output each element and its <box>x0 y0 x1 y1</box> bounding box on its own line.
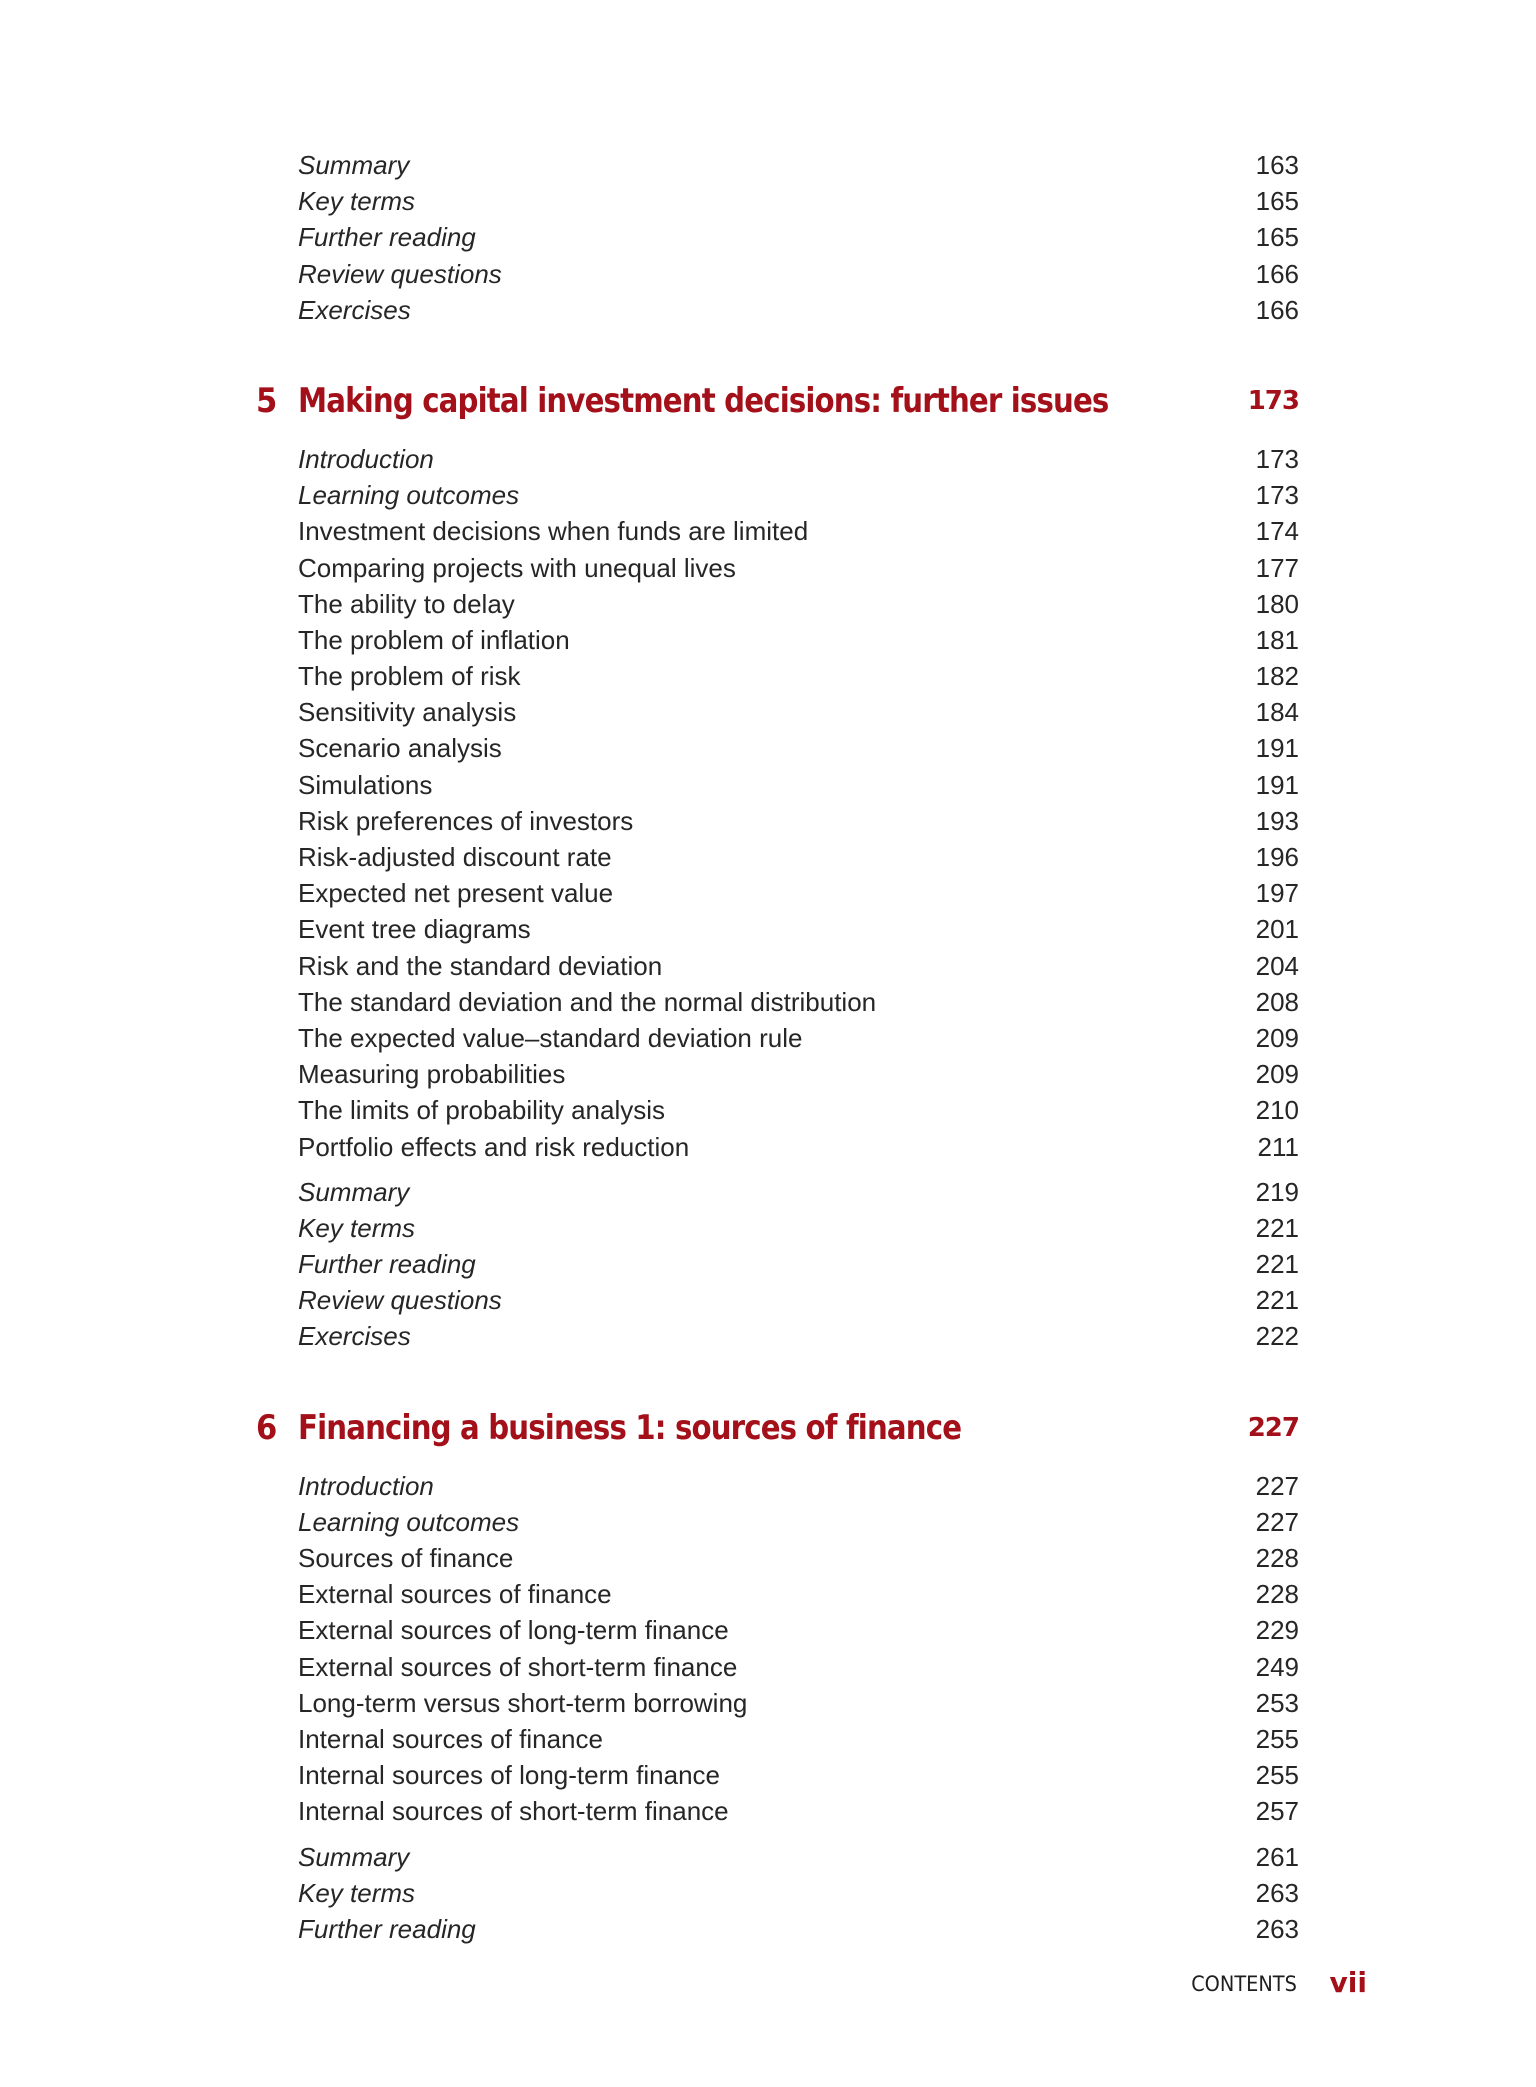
toc-entry[interactable] <box>0 477 1536 513</box>
toc-entry-title: Further reading <box>298 1913 476 1944</box>
toc-entry-title: Summary <box>298 1176 410 1207</box>
toc-entry[interactable] <box>0 219 1536 255</box>
toc-entry-page: 228 <box>1255 1579 1299 1610</box>
chapter-title: Making capital investment decisions: further issues <box>298 380 1109 421</box>
toc-entry-page: 201 <box>1255 914 1299 945</box>
toc-entry-page: 173 <box>1255 480 1299 511</box>
toc-entry[interactable] <box>0 1576 1536 1612</box>
toc-entry[interactable] <box>0 183 1536 219</box>
toc-entry[interactable] <box>0 1246 1536 1282</box>
toc-entry-title: Risk-adjusted discount rate <box>298 842 612 872</box>
toc-entry-title: Sensitivity analysis <box>298 697 517 728</box>
toc-entry-page: 204 <box>1255 950 1299 981</box>
toc-entry-title: The problem of inflation <box>298 624 570 655</box>
toc-entry[interactable] <box>0 147 1536 183</box>
toc-entry[interactable] <box>0 1318 1536 1354</box>
toc-entry-title: Exercises <box>298 1321 411 1352</box>
chapter-number: 6 <box>256 1407 277 1448</box>
page-footer <box>0 1966 1536 2006</box>
toc-entry-page: 229 <box>1255 1615 1299 1646</box>
toc-entry-title: The standard deviation and the normal distribution <box>298 986 877 1017</box>
toc-entry[interactable] <box>0 767 1536 803</box>
chapter-entries <box>0 441 1536 1165</box>
spacer <box>0 1830 1536 1839</box>
toc-entry-page: 196 <box>1255 842 1299 872</box>
spacer <box>0 431 1536 441</box>
toc-entry[interactable] <box>0 1612 1536 1648</box>
toc-entry-page: 257 <box>1255 1796 1299 1827</box>
toc-entry-page: 221 <box>1255 1285 1299 1316</box>
spacer <box>0 328 1536 371</box>
toc-entry-page: 228 <box>1255 1543 1299 1573</box>
toc-entry-title: Event tree diagrams <box>298 914 531 945</box>
toc-entry-title: Key terms <box>298 1212 416 1243</box>
toc-entry-title: Internal sources of short-term finance <box>298 1796 729 1827</box>
toc-entry[interactable] <box>0 256 1536 292</box>
toc-entry-title: Internal sources of long-term finance <box>298 1760 720 1791</box>
toc-entry-page: 261 <box>1255 1841 1299 1872</box>
spacer <box>0 1458 1536 1468</box>
toc-entry[interactable] <box>0 1839 1536 1875</box>
toc-entry-page: 253 <box>1255 1687 1299 1718</box>
running-head: CONTENTS <box>1191 1972 1297 1996</box>
toc-entry[interactable] <box>0 1468 1536 1504</box>
toc-entry-page: 193 <box>1255 805 1299 836</box>
toc-entry-page: 165 <box>1255 222 1299 253</box>
toc-entry[interactable] <box>0 694 1536 730</box>
toc-entry-title: The limits of probability analysis <box>298 1095 666 1126</box>
spacer <box>0 1355 1536 1398</box>
toc-entry[interactable] <box>0 1056 1536 1092</box>
toc-entry-page: 177 <box>1255 552 1299 583</box>
toc-entry[interactable] <box>0 1540 1536 1576</box>
toc-entry-title: Further reading <box>298 1249 476 1280</box>
table-of-contents <box>0 147 1536 1947</box>
toc-entry-page: 173 <box>1255 443 1299 474</box>
toc-entry-page: 166 <box>1255 294 1299 325</box>
toc-entry-page: 255 <box>1255 1723 1299 1754</box>
toc-entry[interactable] <box>0 1174 1536 1210</box>
toc-entry-page: 227 <box>1255 1470 1299 1501</box>
chapter-number: 5 <box>256 380 277 421</box>
toc-entry[interactable] <box>0 550 1536 586</box>
toc-entry-title: Internal sources of finance <box>298 1723 603 1754</box>
toc-entry[interactable] <box>0 513 1536 549</box>
toc-entry-page: 221 <box>1255 1212 1299 1243</box>
toc-entry-title: Key terms <box>298 186 416 217</box>
toc-entry[interactable] <box>0 984 1536 1020</box>
toc-entry-title: External sources of short-term finance <box>298 1651 738 1682</box>
toc-entry[interactable] <box>0 839 1536 875</box>
toc-entry[interactable] <box>0 1721 1536 1757</box>
toc-entry-title: The problem of risk <box>298 661 521 692</box>
toc-entry-title: Expected net present value <box>298 878 614 909</box>
toc-entry-title: Introduction <box>298 443 434 474</box>
toc-entry[interactable] <box>0 292 1536 328</box>
toc-entry-title: Summary <box>298 150 410 180</box>
toc-entry[interactable] <box>0 1911 1536 1947</box>
toc-entry[interactable] <box>0 1092 1536 1128</box>
toc-entry-title: Sources of finance <box>298 1543 514 1573</box>
toc-entry-page: 263 <box>1255 1913 1299 1944</box>
toc-entry-page: 263 <box>1255 1877 1299 1908</box>
toc-entry-page: 208 <box>1255 986 1299 1017</box>
toc-entry-title: Comparing projects with unequal lives <box>298 552 736 583</box>
toc-entry[interactable] <box>0 911 1536 947</box>
toc-entry-title: Exercises <box>298 294 411 325</box>
toc-entry[interactable] <box>0 1649 1536 1685</box>
toc-entry-page: 197 <box>1255 878 1299 909</box>
chapter-page: 173 <box>1247 385 1299 416</box>
toc-entry[interactable] <box>0 441 1536 477</box>
toc-entry[interactable] <box>0 803 1536 839</box>
toc-entry[interactable] <box>0 1282 1536 1318</box>
toc-entry-page: 255 <box>1255 1760 1299 1791</box>
toc-entry-title: External sources of finance <box>298 1579 612 1610</box>
toc-entry-page: 249 <box>1255 1651 1299 1682</box>
toc-entry-title: Review questions <box>298 258 502 289</box>
page-folio: vii <box>1329 1966 1367 1999</box>
toc-entry[interactable] <box>0 1210 1536 1246</box>
toc-entry-page: 184 <box>1255 697 1299 728</box>
toc-entry-page: 210 <box>1255 1095 1299 1126</box>
lead-entries <box>0 147 1536 328</box>
toc-entry[interactable] <box>0 1793 1536 1829</box>
toc-entry-page: 209 <box>1255 1059 1299 1090</box>
toc-entry-page: 209 <box>1255 1022 1299 1053</box>
chapter-end-entries <box>0 1839 1536 1948</box>
toc-entry-title: Risk preferences of investors <box>298 805 634 836</box>
toc-entry-page: 163 <box>1255 150 1299 180</box>
spacer <box>0 1165 1536 1174</box>
toc-entry-page: 191 <box>1255 733 1299 764</box>
chapter-entries <box>0 1468 1536 1830</box>
toc-entry-page: 211 <box>1257 1131 1299 1162</box>
toc-entry-title: Review questions <box>298 1285 502 1316</box>
toc-entry-title: Simulations <box>298 769 433 800</box>
toc-entry-page: 182 <box>1255 661 1299 692</box>
toc-entry-title: Summary <box>298 1841 410 1872</box>
toc-entry-title: Further reading <box>298 222 476 253</box>
toc-entry-title: External sources of long-term finance <box>298 1615 729 1646</box>
toc-entry-page: 227 <box>1255 1506 1299 1537</box>
toc-entry[interactable] <box>0 586 1536 622</box>
chapter-title: Financing a business 1: sources of finance <box>298 1407 962 1448</box>
toc-entry-page: 174 <box>1255 516 1299 547</box>
toc-entry-page: 221 <box>1255 1249 1299 1280</box>
toc-entry-page: 180 <box>1255 588 1299 619</box>
toc-entry[interactable] <box>0 875 1536 911</box>
toc-entry[interactable] <box>0 1875 1536 1911</box>
toc-entry-title: Scenario analysis <box>298 733 502 764</box>
toc-entry[interactable] <box>0 1685 1536 1721</box>
toc-entry-title: The ability to delay <box>298 588 515 619</box>
toc-entry-title: Learning outcomes <box>298 480 520 511</box>
toc-entry[interactable] <box>0 1504 1536 1540</box>
toc-entry-page: 181 <box>1255 624 1299 655</box>
toc-entry-title: Long-term versus short-term borrowing <box>298 1687 748 1718</box>
toc-entry-page: 191 <box>1255 769 1299 800</box>
toc-entry[interactable] <box>0 730 1536 766</box>
toc-entry-page: 165 <box>1255 186 1299 217</box>
toc-entry-title: Learning outcomes <box>298 1506 520 1537</box>
toc-entry-title: Portfolio effects and risk reduction <box>298 1131 690 1162</box>
toc-entry-page: 166 <box>1255 258 1299 289</box>
chapter-end-entries <box>0 1174 1536 1355</box>
toc-entry-title: Investment decisions when funds are limited <box>298 516 809 547</box>
toc-entry[interactable] <box>0 622 1536 658</box>
toc-entry-title: Measuring probabilities <box>298 1059 566 1090</box>
toc-entry[interactable] <box>0 658 1536 694</box>
toc-entry-page: 222 <box>1255 1321 1299 1352</box>
toc-entry[interactable] <box>0 948 1536 984</box>
toc-entry-title: The expected value–standard deviation rule <box>298 1022 803 1053</box>
toc-entry[interactable] <box>0 1020 1536 1056</box>
chapter-page: 227 <box>1247 1412 1299 1443</box>
chapter-heading[interactable] <box>0 371 1536 431</box>
chapter-heading[interactable] <box>0 1398 1536 1458</box>
toc-entry-title: Key terms <box>298 1877 416 1908</box>
toc-entry[interactable] <box>0 1757 1536 1793</box>
toc-entry-page: 219 <box>1255 1176 1299 1207</box>
toc-entry-title: Risk and the standard deviation <box>298 950 663 981</box>
toc-entry[interactable] <box>0 1129 1536 1165</box>
toc-entry-title: Introduction <box>298 1470 434 1501</box>
